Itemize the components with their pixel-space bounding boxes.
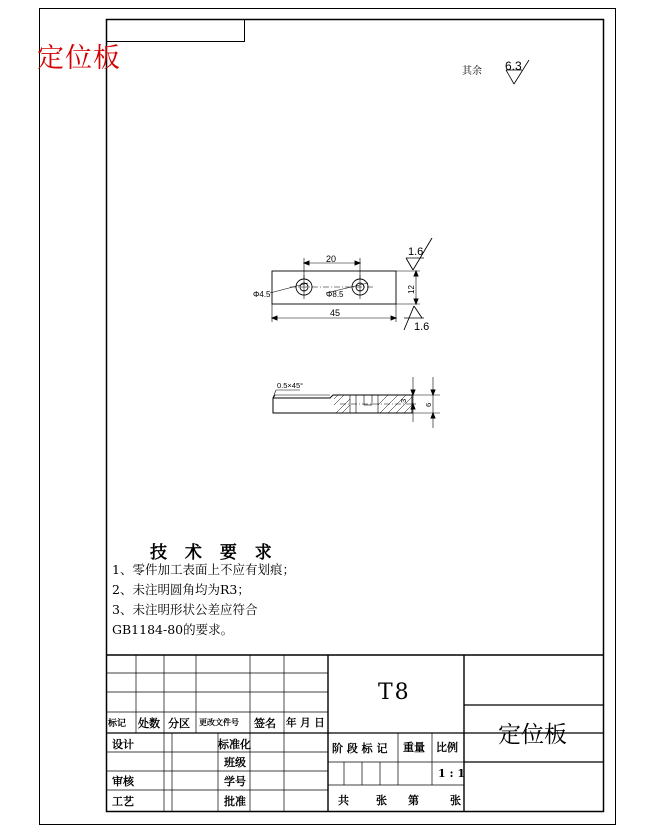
tb-class: 班级 bbox=[224, 756, 246, 769]
tb-sheets-unit: 张 bbox=[376, 794, 387, 807]
tb-total-sheets: 共 bbox=[338, 794, 349, 807]
dim-large-hole: Φ8.5 bbox=[326, 290, 344, 299]
dim-hole-spacing: 20 bbox=[326, 254, 337, 264]
part-name-field: 定位板 bbox=[498, 722, 567, 748]
code-box bbox=[107, 20, 245, 42]
tb-scale: 1 : 1 bbox=[438, 767, 466, 780]
tb-stage-mark: 阶 段 标 记 bbox=[332, 742, 388, 755]
requirement-2: 2、未注明圆角均为R3； bbox=[112, 582, 250, 597]
tb-review: 审核 bbox=[112, 775, 134, 788]
tb-date: 年 月 日 bbox=[286, 717, 325, 729]
dim-thickness-6: 6 bbox=[424, 402, 433, 407]
tb-mark: 标记 bbox=[108, 719, 127, 729]
requirements-heading: 技 术 要 求 bbox=[150, 543, 278, 563]
dim-length: 45 bbox=[330, 308, 341, 318]
tb-standardize: 标准化 bbox=[218, 738, 251, 751]
dim-small-hole: Φ4.5 bbox=[253, 290, 271, 299]
roughness-bottom-value: 1.6 bbox=[414, 321, 430, 333]
tb-sheet-unit: 张 bbox=[450, 794, 461, 807]
tb-sign: 签名 bbox=[254, 717, 276, 730]
dim-chamfer: 0.5×45° bbox=[277, 381, 304, 390]
tb-process: 工艺 bbox=[112, 795, 134, 808]
inner-border bbox=[107, 20, 604, 812]
material-field: T8 bbox=[378, 680, 411, 705]
tb-student-id: 学号 bbox=[224, 775, 246, 788]
tb-weight: 重量 bbox=[403, 741, 425, 754]
roughness-general-value: 6.3 bbox=[505, 59, 522, 73]
roughness-top-value: 1.6 bbox=[408, 246, 424, 258]
requirement-4: GB1184-80的要求。 bbox=[112, 622, 234, 637]
tb-zone: 分区 bbox=[168, 717, 190, 730]
tb-approve: 批准 bbox=[224, 795, 246, 808]
dim-height: 12 bbox=[407, 285, 416, 294]
requirement-3: 3、未注明形状公差应符合 bbox=[112, 602, 258, 617]
tb-sheet-no: 第 bbox=[408, 794, 419, 807]
drawing-title: 定位板 bbox=[37, 43, 121, 74]
tb-change-doc: 更改文件号 bbox=[199, 717, 239, 727]
tb-design: 设计 bbox=[112, 738, 134, 751]
requirement-1: 1、零件加工表面上不应有划痕； bbox=[112, 562, 295, 577]
tb-count: 处数 bbox=[138, 717, 160, 730]
dim-depth-3: 3 bbox=[399, 398, 408, 403]
tb-scale-label: 比例 bbox=[436, 741, 458, 754]
roughness-general-label: 其余 bbox=[462, 66, 482, 77]
